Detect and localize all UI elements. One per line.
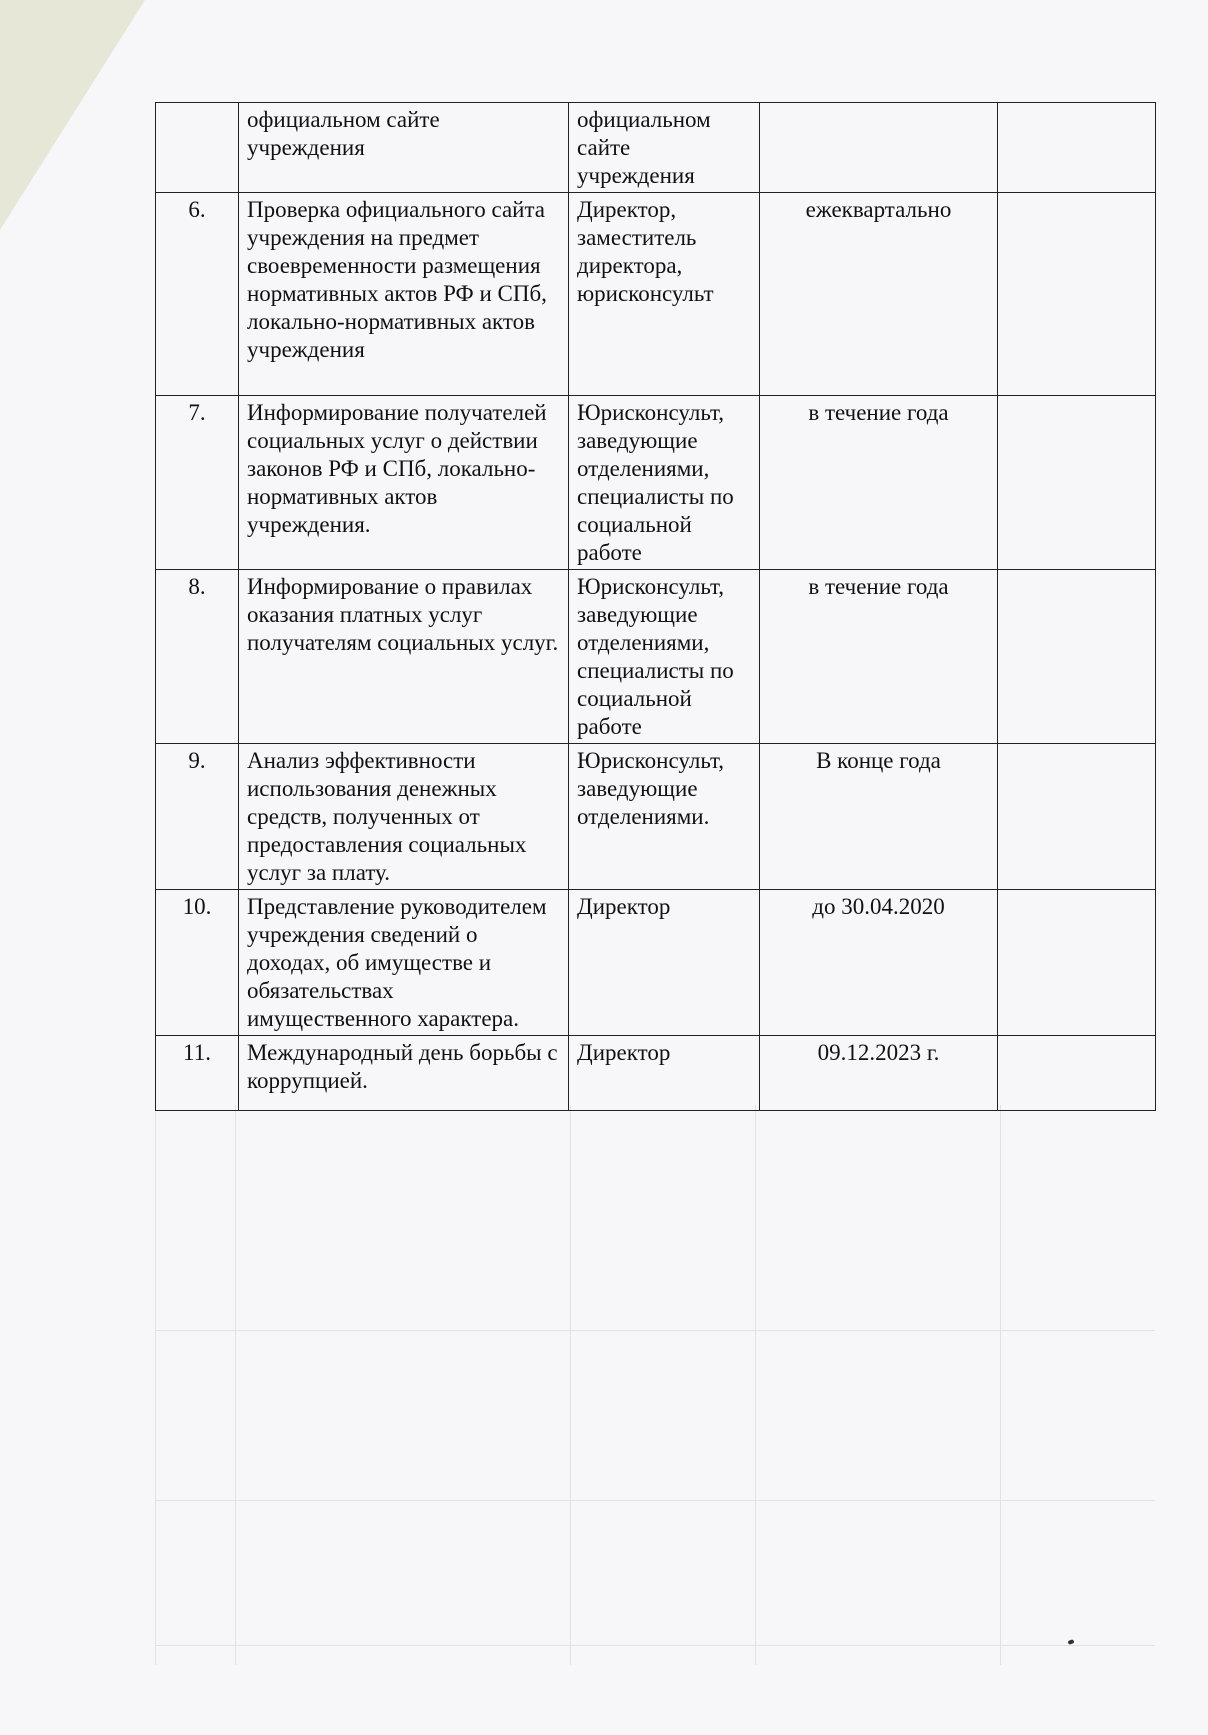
deadline-cell: в течение года xyxy=(760,396,998,570)
note-cell xyxy=(998,570,1156,744)
anti-corruption-plan-table xyxy=(155,102,1156,1111)
table-row xyxy=(156,744,1156,890)
action-cell: Информирование получателей социальных услуг о действии законов РФ и СПб, локально-нормативных актов учреждения. xyxy=(239,396,569,570)
action-cell: Информирование о правилах оказания платных услуг получателям социальных услуг. xyxy=(239,570,569,744)
table-row xyxy=(156,103,1156,193)
note-cell xyxy=(998,1036,1156,1111)
responsible-cell: Юрисконсульт, заведующие отделениями, специалисты по социальной работе xyxy=(569,570,760,744)
row-number: 7. xyxy=(156,396,239,570)
row-number: 6. xyxy=(156,193,239,396)
row-number: 9. xyxy=(156,744,239,890)
deadline-cell: 09.12.2023 г. xyxy=(760,1036,998,1111)
action-cell: Анализ эффективности использования денежных средств, полученных от предоставления социальных услуг за плату. xyxy=(239,744,569,890)
deadline-cell: В конце года xyxy=(760,744,998,890)
table-row xyxy=(156,890,1156,1036)
table-row xyxy=(156,396,1156,570)
show-through-lines xyxy=(155,1105,1155,1665)
deadline-cell: в течение года xyxy=(760,570,998,744)
action-cell: Представление руководителем учреждения сведений о доходах, об имуществе и обязательствах имущественного характера. xyxy=(239,890,569,1036)
row-number: 10. xyxy=(156,890,239,1036)
deadline-cell: ежеквартально xyxy=(760,193,998,396)
responsible-cell: Директор xyxy=(569,1036,760,1111)
row-number: 11. xyxy=(156,1036,239,1111)
table-row xyxy=(156,193,1156,396)
action-cell: Международный день борьбы с коррупцией. xyxy=(239,1036,569,1111)
note-cell xyxy=(998,193,1156,396)
row-number: 8. xyxy=(156,570,239,744)
row-number xyxy=(156,103,239,193)
note-cell xyxy=(998,744,1156,890)
action-cell: Проверка официального сайта учреждения на предмет своевременности размещения нормативных актов РФ и СПб, локально-нормативных актов учреждения xyxy=(239,193,569,396)
deadline-cell: до 30.04.2020 xyxy=(760,890,998,1036)
note-cell xyxy=(998,890,1156,1036)
table-row xyxy=(156,570,1156,744)
responsible-cell: Директор, заместитель директора, юрисконсульт xyxy=(569,193,760,396)
responsible-cell: официальном сайте учреждения xyxy=(569,103,760,193)
responsible-cell: Директор xyxy=(569,890,760,1036)
responsible-cell: Юрисконсульт, заведующие отделениями. xyxy=(569,744,760,890)
table-row xyxy=(156,1036,1156,1111)
page-corner-fold xyxy=(0,0,145,230)
deadline-cell xyxy=(760,103,998,193)
action-cell: официальном сайте учреждения xyxy=(239,103,569,193)
note-cell xyxy=(998,103,1156,193)
responsible-cell: Юрисконсульт, заведующие отделениями, специалисты по социальной работе xyxy=(569,396,760,570)
note-cell xyxy=(998,396,1156,570)
